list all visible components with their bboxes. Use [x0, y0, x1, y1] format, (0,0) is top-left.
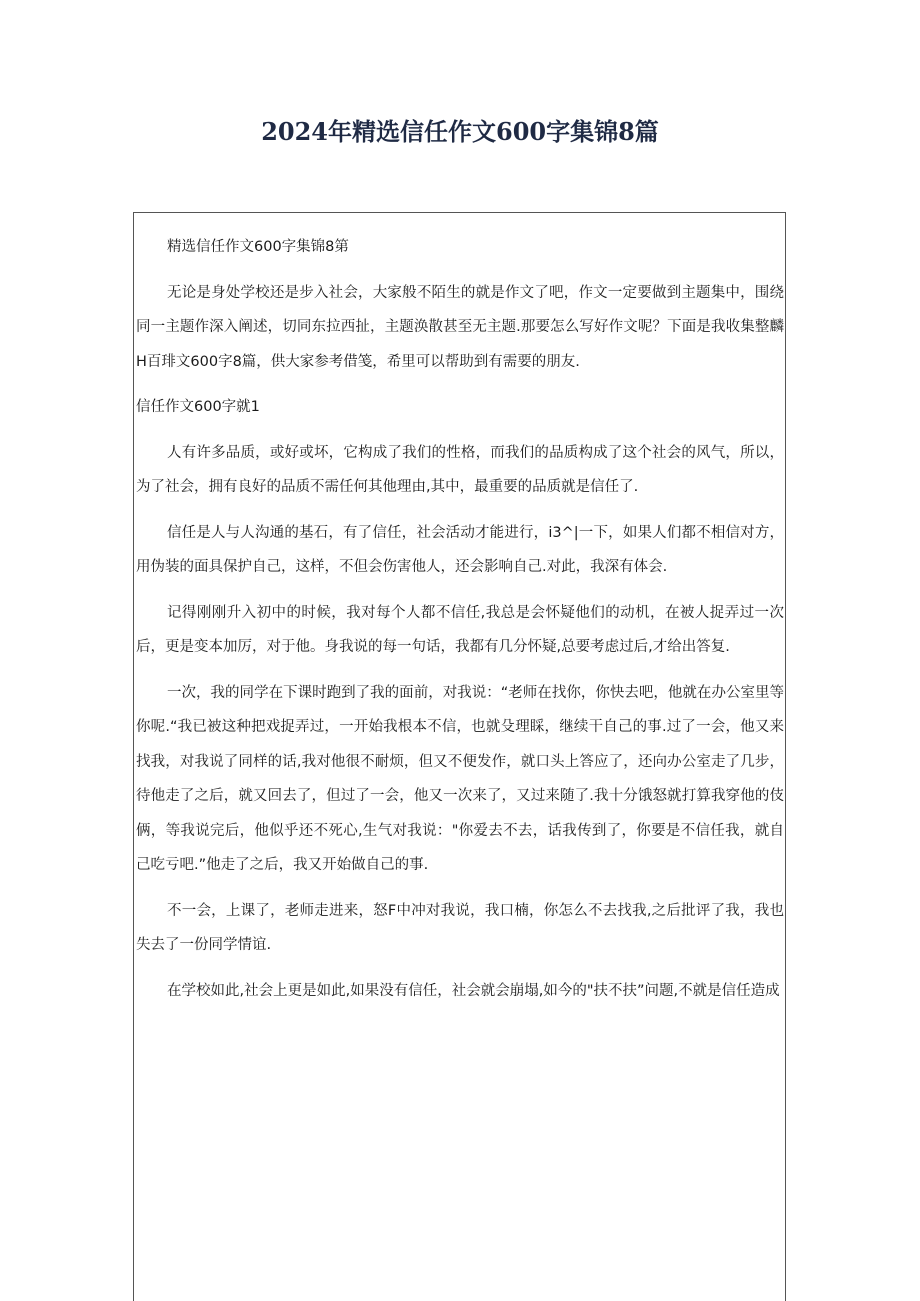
document-body	[136, 230, 784, 1008]
essay-heading: 信任作文600字就1	[136, 399, 260, 415]
intro-paragraph: 无论是身处学校还是步入社会，大家般不陌生的就是作文了吧，作文一定要做到主题集中，围绕同一主题作深入阐述，切同东拉西扯，主题涣散甚至无主题.那要怎么写好作文呢？下面是我收集整麟H百琲文600字8篇，供大家参考借笺，希里可以帮助到有需要的朋友.	[136, 284, 784, 370]
body-paragraph: 不一会，上课了，老师走进来，怒F中冲对我说，我口楠，你怎么不去找我,之后批评了我，我也失去了一份同学情谊.	[136, 902, 784, 953]
body-paragraph: 一次，我的同学在下课时跑到了我的面前，对我说：“老师在找你，你快去吧，他就在办公室里等你呢.“我已被这种把戏捉弄过，一开始我根本不信，也就殳理睬，继续干自己的事.过了一会，他又来找我，对我说了同样的话,我对他很不耐烦，但又不便发作，就口头上答应了，还向办公室走了几步，待他走了之后，就又回去了，但过了一会，他又一次来了，又过来随了.我十分饿怒就打算我穿他的伎俩，等我说完后，他似乎还不死心,生气对我说："你爱去不去，话我传到了，你要是不信任我，就自己吃亏吧.”他走了之后，我又开始做自己的事.	[136, 684, 784, 873]
subtitle-paragraph: 精选信任作文600字集锦8第	[167, 239, 349, 255]
body-paragraph: 信任是人与人沟通的基石，有了信任，社会活动才能进行，i3^|一下，如果人们都不相信对方，用伪装的面具保护自己，这样，不但会伤害他人，还会影响自己.对此，我深有体会.	[136, 524, 784, 575]
body-paragraph: 在学校如此,社会上更是如此,如果没有信任，社会就会崩塌,如今的"扶不扶”问题,不就是信任造成	[167, 982, 780, 999]
body-paragraph: 记得刚刚升入初中的时候，我对每个人都不信任,我总是会怀疑他们的动机，在被人捉弄过一次后，更是变本加厉，对于他。身我说的每一句话，我都有几分怀疑,总要考虑过后,才给出答复.	[136, 604, 784, 655]
document-title: 2024年精选信任作文600字集锦8篇	[261, 117, 659, 146]
body-paragraph: 人有许多品质，或好或坏，它构成了我们的性格，而我们的品质构成了这个社会的风气，所以，为了社会，拥有良好的品质不需任何其他理由,其中，最重要的品质就是信任了.	[136, 444, 784, 495]
